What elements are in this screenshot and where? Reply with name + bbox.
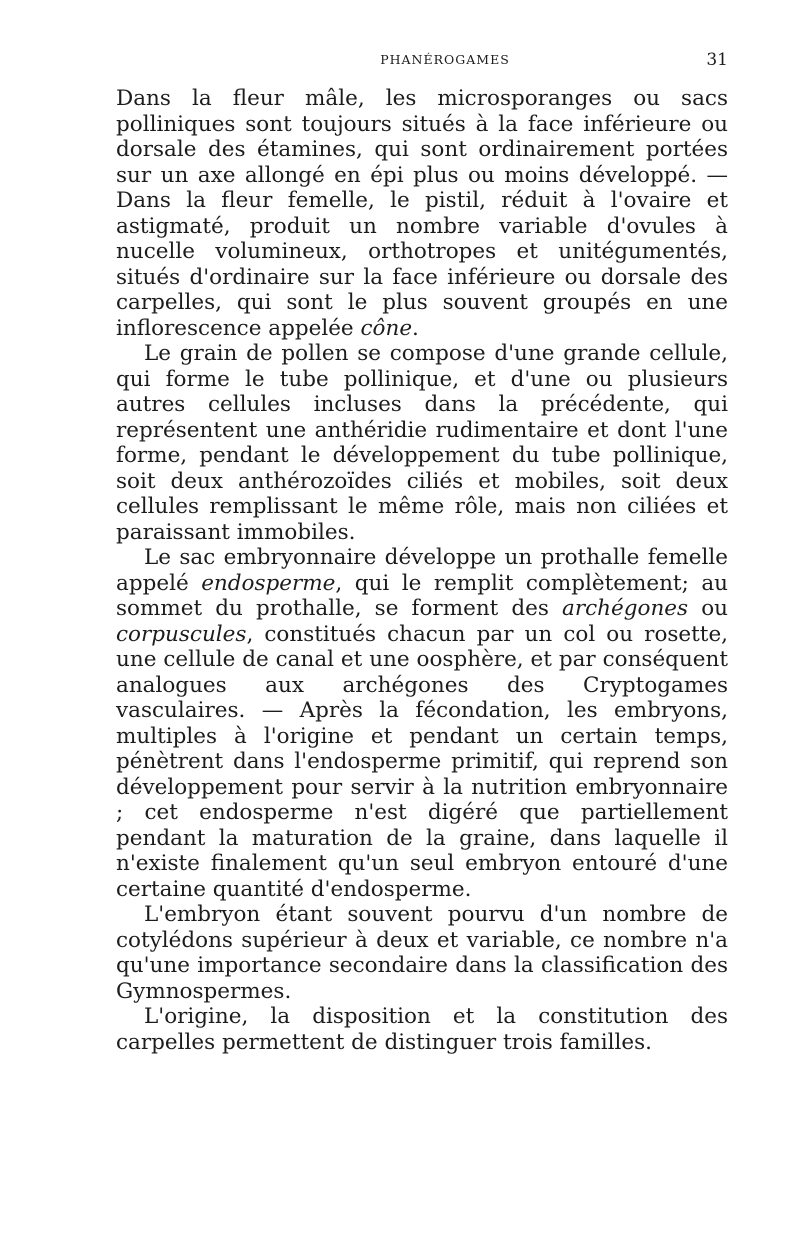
paragraph-three-families [116,1004,728,1055]
italic-term-cone: cône [360,315,413,341]
text-segment: Dans la fleur mâle, les microsporanges ou sacs polliniques sont toujours situés à la face inférieure ou dorsale des étamines, qui sont ordinairement portées sur un axe allongé en épi plus ou moins développé. — Dans la fleur femelle, le pistil, réduit à l'ovaire et astigmaté, produit un nombre variable d'ovules à nucelle volumineux, orthotropes et unitégumentés, situés d'ordinaire sur la face inférieure ou dorsale des carpelles, qui sont le plus souvent groupés en une inflorescence appelée [116,86,728,341]
body-text [116,86,728,1055]
paragraph-pollen-grain [116,341,728,545]
running-title: PHANÉROGAMES [380,52,510,67]
text-segment: , qui le remplit complètement; au sommet du prothalle, se forment des [116,570,728,621]
italic-term-endosperme: endosperme [201,570,336,596]
text-segment: Le grain de pollen se compose d'une grande cellule, qui forme le tube pollinique, et d'une ou plusieurs autres cellules incluses dans la précédente, qui représentent une anthéridie rudimentaire et dont l'une forme, pendant le développement du tube pollinique, soit deux anthérozoïdes ciliés et mobiles, soit deux cellules remplissant le même rôle, mais non ciliées et paraissant immobiles. [116,341,728,545]
text-segment: Le sac embryonnaire développe un prothalle femelle appelé [116,545,728,596]
text-segment: . [412,315,419,341]
italic-term-archegones: archégones [562,596,689,621]
running-head [116,52,728,72]
text-segment: L'origine, la disposition et la constitution des carpelles permettent de distinguer trois familles. [116,1004,728,1055]
paragraph-embryo-cotyledons [116,902,728,1004]
text-segment: L'embryon étant souvent pourvu d'un nombre de cotylédons supérieur à deux et variable, ce nombre n'a qu'une importance secondaire dans la classification des Gymnospermes. [116,902,728,1004]
text-segment: ou [688,596,728,621]
text-segment: , constitués chacun par un col ou rosette, une cellule de canal et une oosphère, et par conséquent analogues aux archégones des Cryptogames vasculaires. — Après la fécondation, les embryons, multiples à l'origine et pendant un certain temps, pénètrent dans l'endosperme primitif, qui reprend son développement pour servir à la nutrition embryonnaire ; cet endosperme n'est digéré que partiellement pendant la maturation de la graine, dans laquelle il n'existe finalement qu'un seul embryon entouré d'une certaine quantité d'endosperme. [116,621,728,902]
page-number: 31 [706,50,728,70]
paragraph-male-flower [116,86,728,341]
italic-term-corpuscules: corpuscules [116,621,247,647]
paragraph-embryo-sac [116,545,728,902]
